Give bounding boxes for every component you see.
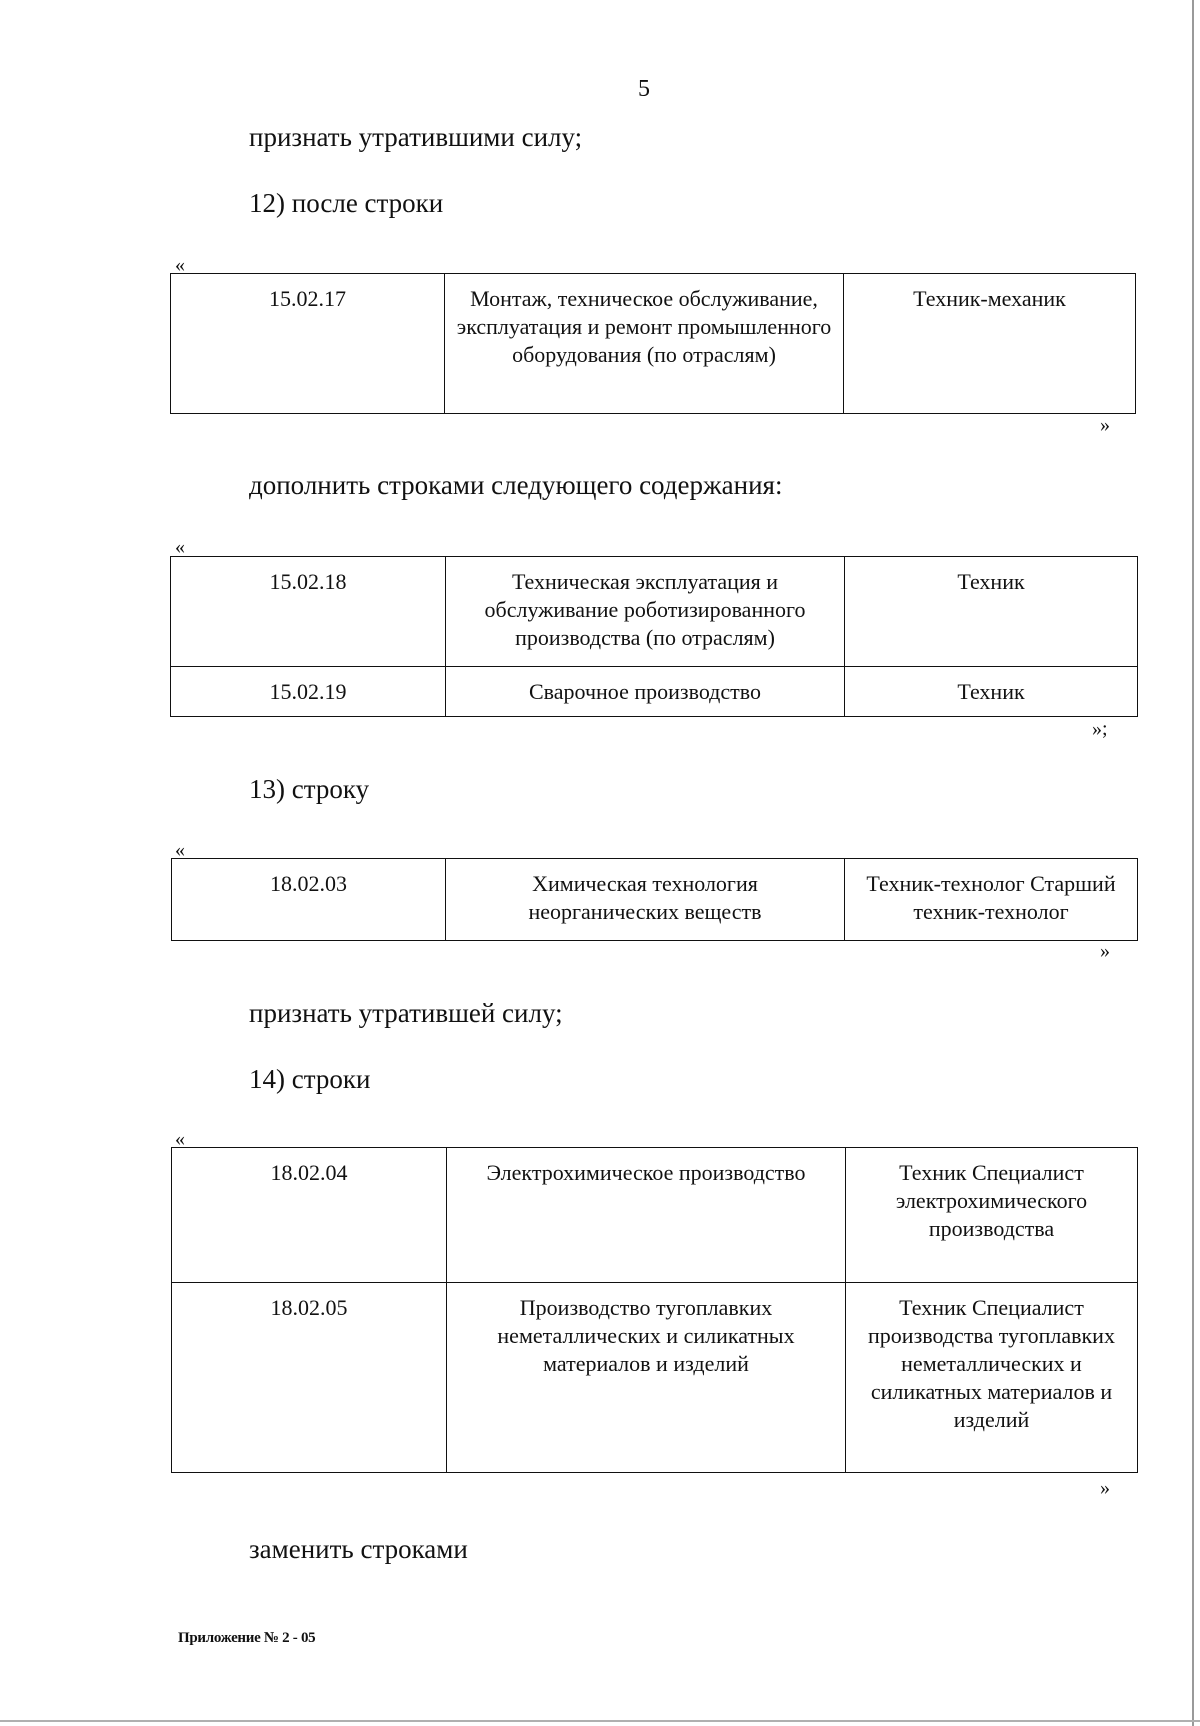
paragraph-3: дополнить строками следующего содержания: xyxy=(249,470,783,500)
table-row xyxy=(171,667,1138,717)
close-quote-4: » xyxy=(1100,1477,1110,1499)
qualification-cell: Техник Специалист электрохимического производства xyxy=(846,1148,1138,1283)
code-cell: 18.02.03 xyxy=(172,859,446,941)
open-quote-1: « xyxy=(175,254,185,276)
table-row xyxy=(172,1283,1138,1473)
page-number: 5 xyxy=(638,76,650,102)
code-cell: 15.02.19 xyxy=(171,667,446,717)
table-1 xyxy=(170,273,1136,414)
code-cell: 18.02.04 xyxy=(172,1148,447,1283)
code-cell: 18.02.05 xyxy=(172,1283,447,1473)
qualification-cell: Техник xyxy=(845,667,1138,717)
qualification-cell: Техник Специалист производства тугоплавких неметаллических и силикатных материалов и изделий xyxy=(846,1283,1138,1473)
name-cell: Техническая эксплуатация и обслуживание роботизированного производства (по отраслям) xyxy=(446,557,845,667)
table-row xyxy=(172,1148,1138,1283)
footer-label: Приложение № 2 - 05 xyxy=(178,1630,316,1646)
paragraph-5: признать утратившей силу; xyxy=(249,998,563,1028)
table-row xyxy=(172,859,1138,941)
name-cell: Сварочное производство xyxy=(446,667,845,717)
page-edge-bottom xyxy=(0,1720,1200,1722)
table-4 xyxy=(171,1147,1138,1473)
paragraph-4: 13) строку xyxy=(249,774,370,804)
name-cell: Химическая технология неорганических веществ xyxy=(446,859,845,941)
open-quote-2: « xyxy=(175,536,185,558)
table-2 xyxy=(170,556,1138,717)
paragraph-7: заменить строками xyxy=(249,1534,468,1564)
code-cell: 15.02.18 xyxy=(171,557,446,667)
close-quote-3: » xyxy=(1100,940,1110,962)
qualification-cell: Техник-механик xyxy=(844,274,1136,414)
paragraph-1: признать утратившими силу; xyxy=(249,122,583,152)
page-edge-right xyxy=(1192,0,1194,1726)
name-cell: Электрохимическое производство xyxy=(447,1148,846,1283)
open-quote-3: « xyxy=(175,839,185,861)
close-quote-1: » xyxy=(1100,414,1110,436)
paragraph-2: 12) после строки xyxy=(249,188,444,218)
table-3 xyxy=(171,858,1138,941)
qualification-cell: Техник-технолог Старший техник-технолог xyxy=(845,859,1138,941)
close-quote-2: »; xyxy=(1092,718,1108,740)
table-row xyxy=(171,557,1138,667)
code-cell: 15.02.17 xyxy=(171,274,445,414)
qualification-cell: Техник xyxy=(845,557,1138,667)
table-row xyxy=(171,274,1136,414)
name-cell: Монтаж, техническое обслуживание, эксплуатация и ремонт промышленного оборудования (по отраслям) xyxy=(445,274,844,414)
name-cell: Производство тугоплавких неметаллических и силикатных материалов и изделий xyxy=(447,1283,846,1473)
paragraph-6: 14) строки xyxy=(249,1064,371,1094)
open-quote-4: « xyxy=(175,1128,185,1150)
